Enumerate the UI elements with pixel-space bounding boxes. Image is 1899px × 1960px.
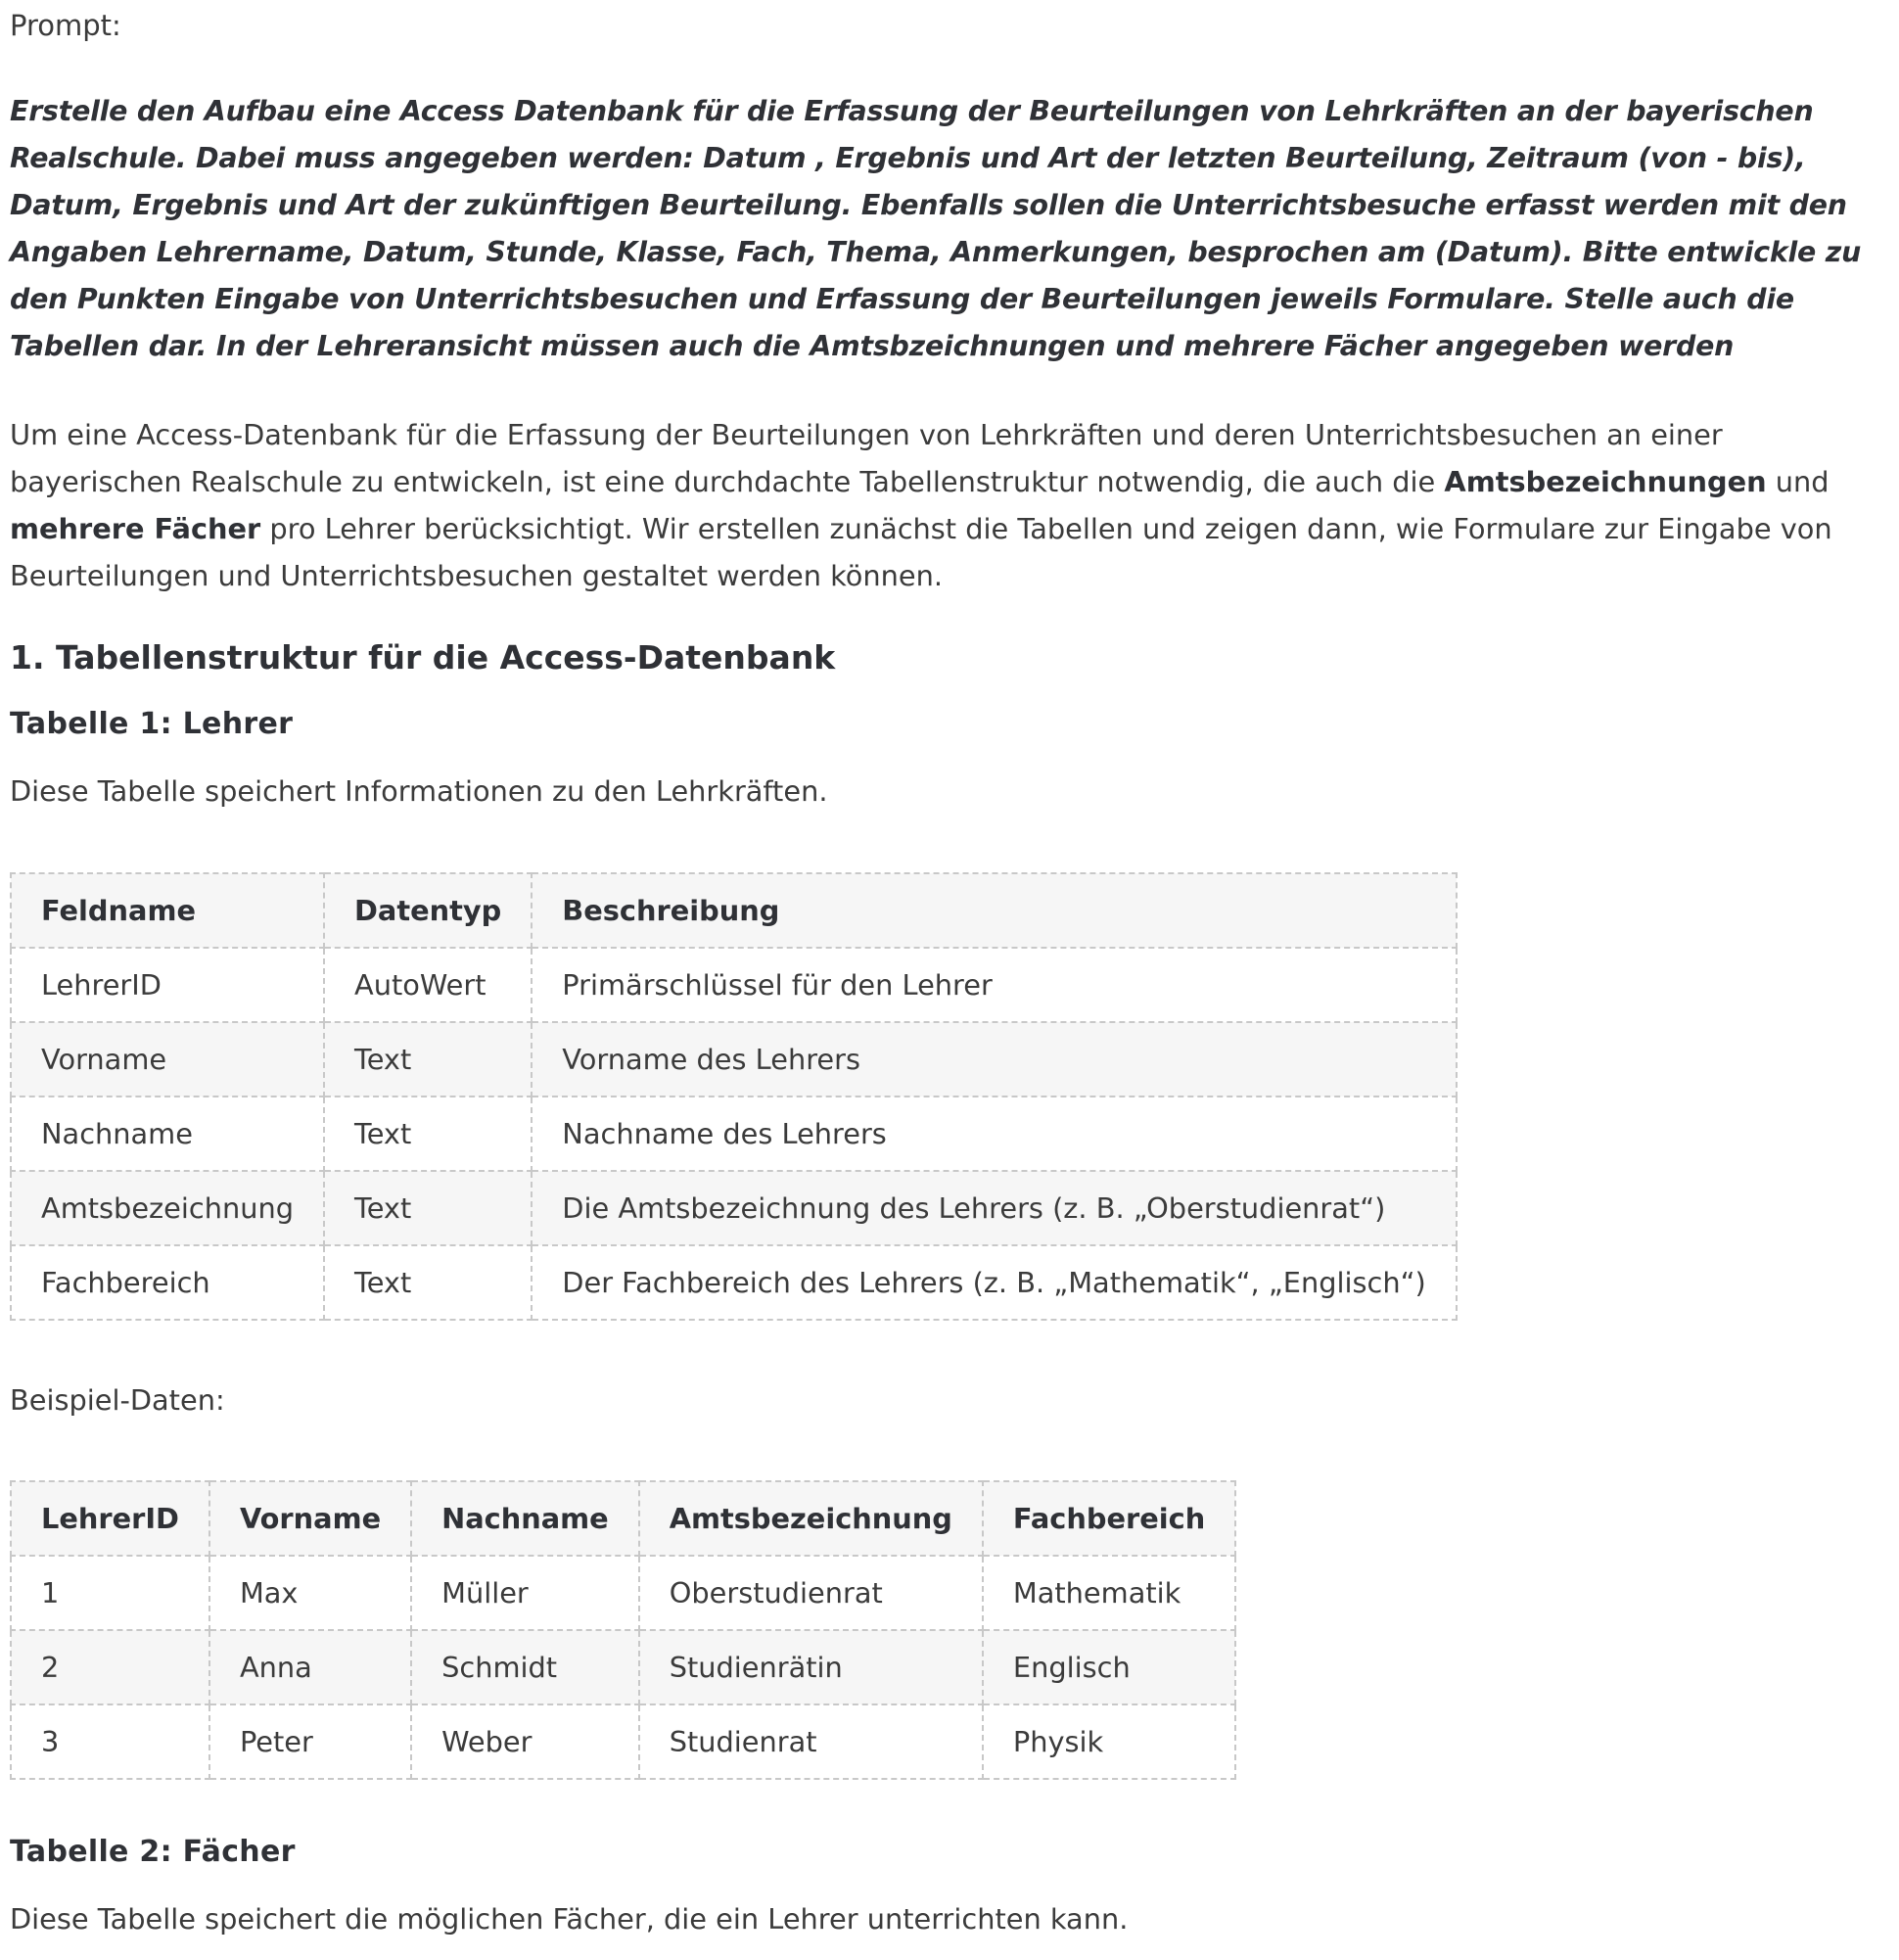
prompt-text: Erstelle den Aufbau eine Access Datenbank für die Erfassung der Beurteilungen von Lehrkräften an der bayerischen Realschule. Dabei muss angegeben werden: Datum , Ergebnis und Art der letzten Beurteilung, Zeitraum (von - bis), Datum, Ergebnis und Art der zukünftigen Beurteilung. Ebenfalls sollen die Unterrichtsbesuche erfasst werden mit den Angaben Lehrername, Datum, Stunde, Klasse, Fach, Thema, Anmerkungen, besprochen am (Datum). Bitte entwickle zu den Punkten Eingabe von Unterrichtsbesuchen und Erfassung der Beurteilungen jeweils Formulare. Stelle auch die Tabellen dar. In der Lehreransicht müssen auch die Amtsbzeichnungen und mehrere Fächer angegeben werden	[10, 95, 1862, 362]
table-row	[11, 1556, 1235, 1630]
intro-text-3: pro Lehrer berücksichtigt. Wir erstellen zunächst die Tabellen und zeigen dann, wie Formulare zur Eingabe von Beurteilungen und Unterrichtsbesuchen gestaltet werden können.	[10, 512, 1832, 592]
table-cell: Nachname des Lehrers	[532, 1097, 1456, 1171]
table-cell: Peter	[209, 1704, 411, 1779]
table-cell: Physik	[983, 1704, 1235, 1779]
table-cell: Text	[324, 1022, 532, 1097]
table-lehrer-fields	[10, 872, 1458, 1321]
table-cell: LehrerID	[11, 948, 324, 1022]
column-header: Feldname	[11, 873, 324, 948]
table-row	[11, 1245, 1457, 1320]
table1-description: Diese Tabelle speichert Informationen zu den Lehrkräften.	[10, 774, 828, 808]
table-header-row	[11, 1481, 1235, 1556]
column-header: Nachname	[411, 1481, 639, 1556]
column-header: Datentyp	[324, 873, 532, 948]
table-cell: Die Amtsbezeichnung des Lehrers (z. B. „Oberstudienrat“)	[532, 1171, 1456, 1245]
prompt-label: Prompt:	[10, 9, 121, 42]
example-data-label: Beispiel-Daten:	[10, 1383, 225, 1417]
table2-description: Diese Tabelle speichert die möglichen Fächer, die ein Lehrer unterrichten kann.	[10, 1902, 1129, 1936]
table-cell: Studienrat	[639, 1704, 983, 1779]
table-lehrer-example-data	[10, 1480, 1236, 1780]
table-cell: 1	[11, 1556, 209, 1630]
table-cell: Müller	[411, 1556, 639, 1630]
table-cell: Text	[324, 1245, 532, 1320]
table-cell: Vorname des Lehrers	[532, 1022, 1456, 1097]
table-cell: Fachbereich	[11, 1245, 324, 1320]
column-header: Vorname	[209, 1481, 411, 1556]
table-cell: Text	[324, 1171, 532, 1245]
table-row	[11, 1022, 1457, 1097]
column-header: Beschreibung	[532, 873, 1456, 948]
table-row	[11, 948, 1457, 1022]
intro-bold-amtsbezeichnungen: Amtsbezeichnungen	[1444, 465, 1767, 498]
table-cell: Englisch	[983, 1630, 1235, 1704]
column-header: Amtsbezeichnung	[639, 1481, 983, 1556]
table-row	[11, 1704, 1235, 1779]
table-row	[11, 1097, 1457, 1171]
table1-heading: Tabelle 1: Lehrer	[10, 707, 294, 741]
section-heading: 1. Tabellenstruktur für die Access-Datenbank	[10, 638, 836, 677]
table-header-row	[11, 873, 1457, 948]
column-header: LehrerID	[11, 1481, 209, 1556]
table-cell: 2	[11, 1630, 209, 1704]
table-cell: Weber	[411, 1704, 639, 1779]
intro-paragraph	[10, 411, 1889, 599]
table-cell: Anna	[209, 1630, 411, 1704]
table-row	[11, 1171, 1457, 1245]
intro-text-2: und	[1766, 465, 1830, 498]
table-cell: Schmidt	[411, 1630, 639, 1704]
table-cell: Primärschlüssel für den Lehrer	[532, 948, 1456, 1022]
table-cell: Vorname	[11, 1022, 324, 1097]
table-cell: Max	[209, 1556, 411, 1630]
table-cell: Mathematik	[983, 1556, 1235, 1630]
intro-bold-faecher: mehrere Fächer	[10, 512, 261, 545]
column-header: Fachbereich	[983, 1481, 1235, 1556]
intro-text-1: Um eine Access-Datenbank für die Erfassung der Beurteilungen von Lehrkräften und deren Unterrichtsbesuchen an einer bayerischen Realschule zu entwickeln, ist eine durchdachte Tabellenstruktur notwendig, die auch die	[10, 418, 1723, 498]
table-cell: Studienrätin	[639, 1630, 983, 1704]
table-cell: 3	[11, 1704, 209, 1779]
table2-heading: Tabelle 2: Fächer	[10, 1835, 296, 1869]
table-cell: Der Fachbereich des Lehrers (z. B. „Mathematik“, „Englisch“)	[532, 1245, 1456, 1320]
table-cell: Text	[324, 1097, 532, 1171]
table-cell: Oberstudienrat	[639, 1556, 983, 1630]
table-cell: Nachname	[11, 1097, 324, 1171]
table-cell: Amtsbezeichnung	[11, 1171, 324, 1245]
table-row	[11, 1630, 1235, 1704]
table-cell: AutoWert	[324, 948, 532, 1022]
